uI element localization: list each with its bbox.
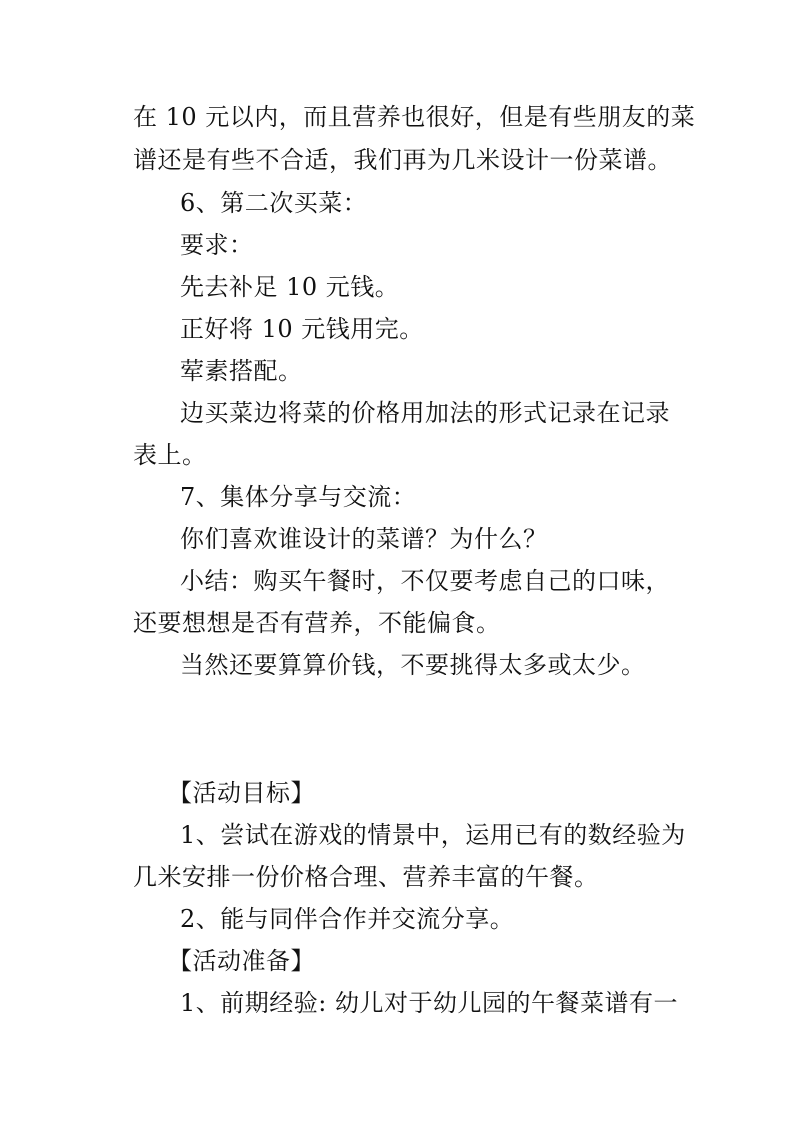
section-heading: 6、第二次买菜： bbox=[180, 189, 368, 217]
section-heading: 7、集体分享与交流： bbox=[180, 483, 417, 511]
list-item: 荤素搭配。 bbox=[180, 357, 303, 385]
text-line: 要求： bbox=[180, 231, 254, 259]
text-line: 几米安排一份价格合理、营养丰富的午餐。 bbox=[133, 863, 599, 891]
list-item: 正好将 10 元钱用完。 bbox=[180, 315, 424, 343]
text-line: 你们喜欢谁设计的菜谱？为什么？ bbox=[180, 525, 548, 553]
list-item: 先去补足 10 元钱。 bbox=[180, 273, 400, 301]
text-line: 还要想想是否有营养，不能偏食。 bbox=[133, 609, 501, 637]
list-item: 2、能与同伴合作并交流分享。 bbox=[180, 905, 515, 933]
section-title: 【活动目标】 bbox=[168, 779, 315, 807]
text-line: 表上。 bbox=[133, 441, 207, 469]
text-line: 边买菜边将菜的价格用加法的形式记录在记录 bbox=[180, 399, 670, 427]
text-line: 在 10 元以内，而且营养也很好，但是有些朋友的菜 bbox=[133, 103, 696, 131]
list-item: 1、尝试在游戏的情景中，运用已有的数经验为 bbox=[180, 821, 686, 849]
text-line: 谱还是有些不合适，我们再为几米设计一份菜谱。 bbox=[133, 146, 672, 174]
section-title: 【活动准备】 bbox=[168, 947, 315, 975]
text-line: 小结：购买午餐时，不仅要考虑自己的口味， bbox=[180, 567, 670, 595]
list-item: 1、前期经验: 幼儿对于幼儿园的午餐菜谱有一 bbox=[180, 989, 678, 1017]
text-line: 当然还要算算价钱，不要挑得太多或太少。 bbox=[180, 651, 646, 679]
